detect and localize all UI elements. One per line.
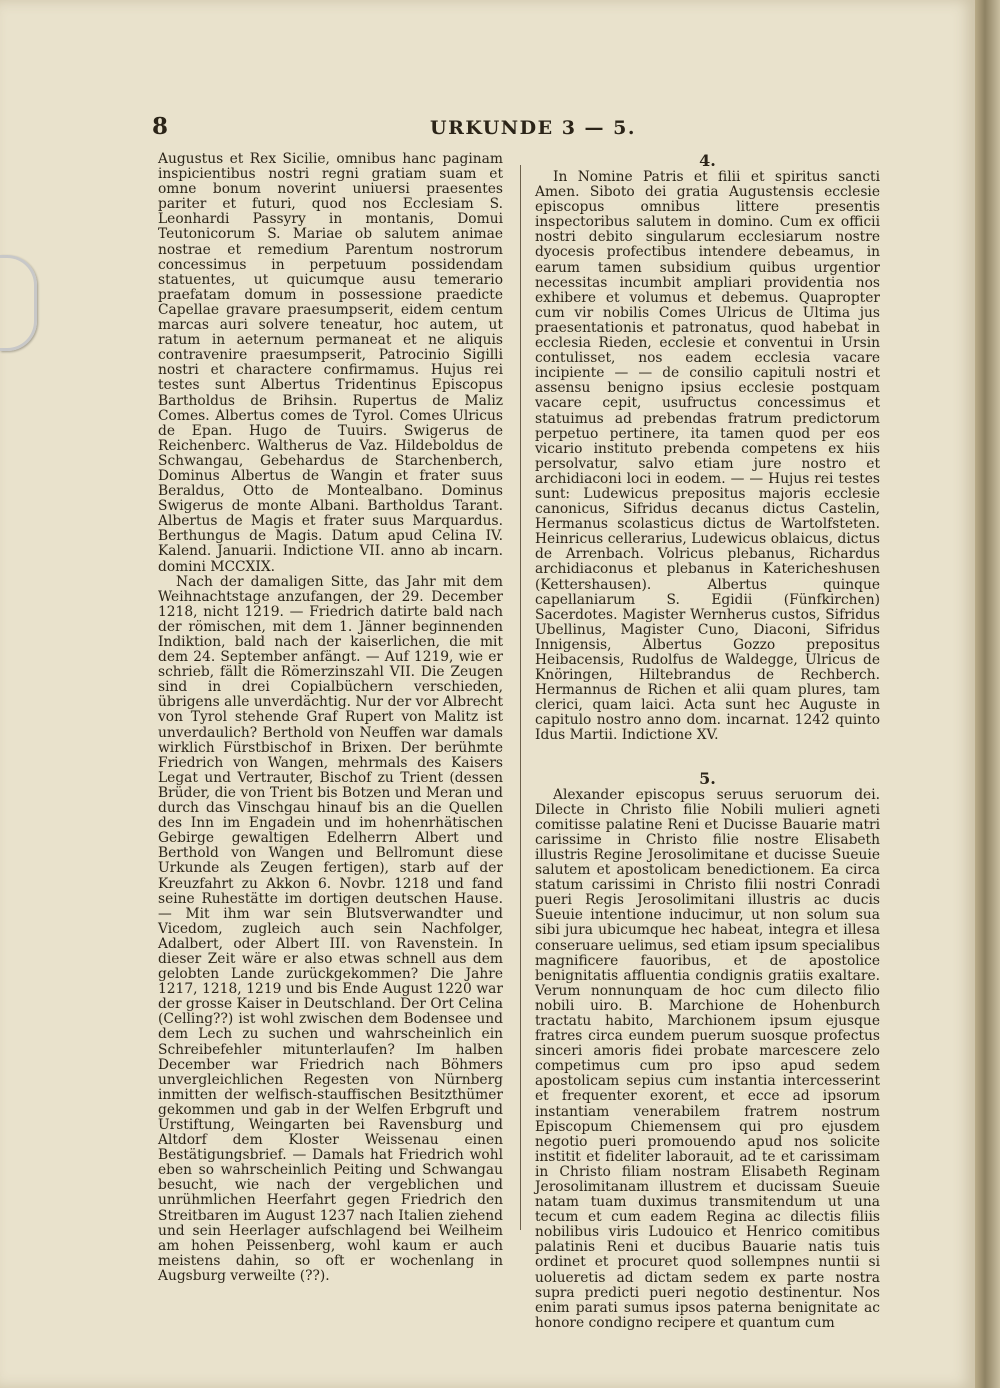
document-4-text: In Nomine Patris et filii et spiritus sancti Amen. Siboto dei gratia Augustensis ecclesie episcopus omnibus littere presentis inspectoribus salutem in domino. Cum ex officii nostri debito singularum ecclesiarum nostre dyocesis profectibus intendere debeamus, in earum tamen subsidium quibus urgentior necessitas incumbit ampliari providentia nos exhibere et volumus et debemus. Quapropter cum vir nobilis Comes Ulricus de Ultima jus praesentationis et patronatus, quod habebat in ecclesia Rieden, ecclesie et conventui in Ursin contulisset, nos eadem ecclesia vacare incipiente — — de consilio capituli nostri et assensu benigno ipsius ecclesie postquam vacare cepit, usufructus concessimus et statuimus ad prebendas fratrum predictorum perpetuo pertinere, ita tamen quod per eos vicario instituto prebenda competens ex hiis persolvatur, salvo etiam jure nostro et archidiaconi loci in eodem. — — Hujus rei testes sunt: Ludewicus prepositus majoris ecclesie canonicus, Sifridus decanus dictus Castelin, Hermanus scolasticus dictus de Wartolfsteten. Heinricus cellerarius, Ludewicus oblaicus, dictus de Arrenbach. Volricus plebanus, Richardus archidiaconus et plebanus in Katericheshusen (Kettershausen). Albertus quinque capellaniarum S. Egidii (Fünfkirchen) Sacerdotes. Magister Wernherus custos, Sifridus Ubellinus, Magister Cuno, Diaconi, Sifridus Innigensis, Albertus Gozzo prepositus Heibacensis, Rudolfus de Waldegge, Ulricus de Knöringen, Hiltebrandus de Rechberch. Hermannus de Richen et alii quam plures, tam clerici, quam laici. Acta sunt hec Auguste in capitulo nostro anno dom. incarnat. 1242 quinto Idus Martii. Indictione XV. <box>535 169 880 744</box>
running-head: URKUNDE 3 — 5. <box>430 117 636 139</box>
charter-text: Augustus et Rex Sicilie, omnibus hanc paginam inspicientibus nostri regni gratiam suam et omne bonum noverint uniuersi praesentes pariter et futuri, quod nos Ecclesiam S. Leonhardi Passyry in montanis, Domui Teutonicorum S. Mariae ob salutem animae nostrae et remedium Parentum nostrorum concessimus in perpetuum possidendam statuentes, ut quicumque ausu temerario praefatam domum in possessione praedicte Capellae gravare praesumpserit, eidem centum marcas auri solvere teneatur, hoc autem, ut ratum in aeternum permaneat et ne aliquis contravenire praesumpserit, Patrocinio Sigilli nostri et characterе confirmamus. Hujus rei testes sunt Albertus Tridentinus Episcopus Bartholdus de Brihsin. Rupertus de Maliz Comes. Albertus comes de Tyrol. Comes Ulricus de Epan. Hugo de Tuuirs. Swigerus de Reichenberc. Waltherus de Vaz. Hildeboldus de Schwangau, Gebehardus de Starchenberch, Dominus Albertus de Wangin et frater suus Beraldus, Otto de Montealbano. Dominus Swigerus de monte Albani. Bartholdus Tarant. Albertus de Magis et frater suus Marquardus. Berthungus de Magis. Datum apud Celina IV. Kalend. Januarii. Indictione VII. anno ab incarn. domini MCCXIX. <box>158 151 503 575</box>
commentary-text: Nach der damaligen Sitte, das Jahr mit dem Weihnachtstage anzufangen, der 29. December 1218, nicht 1219. — Friedrich datirte bald nach der römischen, mit dem 1. Jänner beginnenden Indiktion, bald nach der kaiserlichen, die mit dem 24. September anfängt. — Auf 1219, wie er schrieb, fällt die Römerzinszahl VII. Die Zeugen sind in drei Copialbüchern verschieden, übrigens alle unverdächtig. Nur der vor Albrecht von Tyrol stehende Graf Rupert von Malitz ist unverdaulich? Berthold von Neuffen war damals wirklich Fürstbischof in Brixen. Der berühmte Friedrich von Wangen, mehrmals des Kaisers Legat und Vertrauter, Bischof zu Trient (dessen Brüder, die von Trient bis Botzen und Meran und durch das Vinschgau hinauf bis an die Quellen des Inn im Engadein und im hohenrhätischen Gebirge gewaltigen Edelherrn Albert und Berthold von Wangen und Bellromunt diese Urkunde als Zeugen fertigen), starb auf der Kreuzfahrt zu Akkon 6. Novbr. 1218 und fand seine Ruhestätte im dortigen deutschen Hause. — Mit ihm war sein Blutsverwandter und Vicedom, zugleich auch sein Nachfolger, Adalbert, oder Albert III. von Ravenstein. In dieser Zeit wäre er also etwas schnell aus dem gelobten Lande zurückgekommen? Die Jahre 1217, 1218, 1219 und bis Ende August 1220 war der grosse Kaiser in Deutschland. Der Ort Celina (Celling??) ist wohl zwischen dem Bodensee und dem Lech zu suchen und wahrscheinlich ein Schreibefehler mitunterlaufen? Im halben December war Friedrich nach Böhmers unvergleichlichen Regesten von Nürnberg inmitten der welfisch-stauffischen Besitzthümer gekommen und gab in der Welfen Erbgruft und Urstiftung, Weingarten bei Ravensburg und Altdorf dem Kloster Weissenau einen Bestätigungsbrief. — Damals hat Friedrich wohl eben so wahrscheinlich Peiting und Schwangau besucht, wie nach der vergeblichen und unrühmlichen Heerfahrt gegen Friedrich den Streitbaren im August 1237 nach Italien ziehend und sein Heerlager aufschlagend bei Weilheim am hohen Peissenberg, wohl kaum er auch meistens dahin, so oft er wochenlang in Augsburg verweilte (??). <box>158 573 503 1284</box>
paper-clip <box>0 255 37 351</box>
document-5-number: 5. <box>699 768 716 788</box>
document-4-number: 4. <box>699 151 716 170</box>
page-number: 8 <box>152 113 169 140</box>
page-header <box>0 113 975 153</box>
document-5-text: Alexander episcopus seruus seruorum dei. Dilecte in Christo filie Nobili mulieri agneti comitisse palatine Reni et Ducisse Bauarie matri carissime in Christo filie nostre Elisabeth illustris Regine Jerosolimitane et ducisse Sueuie salutem et apostolicam benedictionem. Ea circa statum carissimi in Christo filii nostri Conradi pueri Regis Jerosolimitani illustris ac ducis Sueuie intentione inducimur, ut non solum sua sibi jura ubicumque hec habeat, integra et illesa conseruare uelimus, sed etiam ipsum specialibus magnificere fauoribus, et de apostolice benignitatis affluentia condignis gratiis exaltare. Verum nonnunquam de hoc cum dilecto filio nobili uiro. B. Marchione de Hohenburch tractatu habito, Marchionem ipsum ejusque fratres circa eundem puerum suosque profectus sinceri amoris fidei probate marcescere zelo competimus cum pro ipso apud sedem apostolicam sepius cum instantia intercesserint et frequenter exorent, et ecce ad ipsorum instantiam venerabilem fratrem nostrum Episcopum Chiemensem qui pro ejusdem negotio pueri promouendo apud nos solicite institit et fideliter laborauit, ad te et carissimam in Christo filiam nostram Elisabeth Reginam Jerosolimitanam illustrem et ducissam Sueuie natam tuam duximus transmitendum ut una tecum et cum eadem Regina ac dilectis filiis nobilibus viris Ludouico et Henrico comitibus palatinis Reni et ducibus Bauarie natis tuis ordinet et procuret quod sollempnes nuntii si uolueretis ad dictam sedem ex parte nostra supra predicti pueri negotio destinentur. Nos enim parati sumus ipsos paterna benignitate ac honore condigno recipere et quantum cum <box>535 786 880 1331</box>
right-column <box>535 152 880 1331</box>
document-gap <box>535 744 880 770</box>
column-divider <box>520 165 521 1230</box>
book-spine <box>975 0 1000 1388</box>
left-column <box>158 152 503 1284</box>
